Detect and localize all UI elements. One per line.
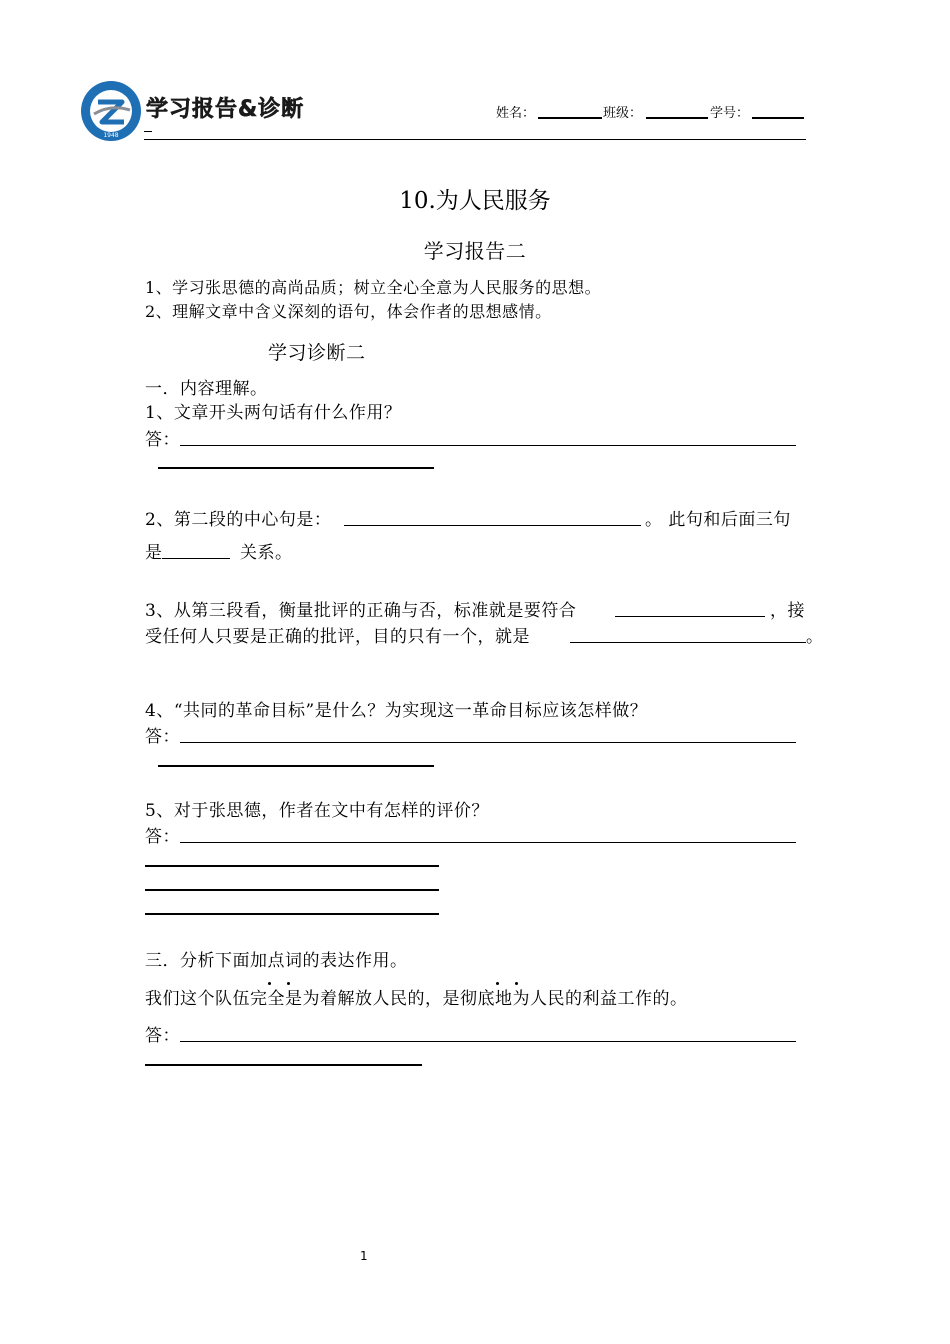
report-item: 1、学习张思德的高尚品质；树立全心全意为人民服务的思想。	[145, 278, 602, 297]
question-1: 1、文章开头两句话有什么作用？	[145, 403, 402, 423]
school-logo	[80, 80, 142, 142]
header-divider	[144, 139, 806, 140]
answer-line[interactable]	[145, 1049, 422, 1066]
question-3-continued: ，接	[770, 601, 805, 621]
answer-line[interactable]	[180, 725, 796, 743]
answer-label: 答：	[145, 430, 180, 450]
emphasis-dot	[268, 982, 271, 985]
answer-line[interactable]	[158, 452, 434, 469]
q3-blank-purpose[interactable]	[570, 625, 806, 643]
emphasis-dot	[515, 982, 518, 985]
class-field[interactable]	[646, 101, 708, 119]
q2-blank-relation[interactable]	[162, 541, 230, 559]
brand-title: 学习报告&诊断	[146, 97, 305, 122]
answer-line[interactable]	[145, 874, 439, 891]
question-2: 2、第二段的中心句是：	[145, 510, 332, 530]
student-id-field[interactable]	[752, 101, 804, 119]
question-4: 4、“共同的革命目标”是什么？为实现这一革命目标应该怎样做？	[145, 701, 648, 721]
report-item: 2、理解文章中含义深刻的语句，体会作者的思想感情。	[145, 302, 552, 321]
student-id-label: 学号：	[710, 106, 750, 121]
q2-blank-center-sentence[interactable]	[344, 508, 641, 526]
section-three-heading: 三．分析下面加点词的表达作用。	[145, 951, 408, 971]
name-field[interactable]	[538, 101, 602, 119]
answer-line[interactable]	[180, 1024, 796, 1042]
question-3: 3、从第三段看，衡量批评的正确与否，标准就是要符合	[145, 601, 577, 621]
answer-line[interactable]	[180, 825, 796, 843]
emphasis-dot	[496, 982, 499, 985]
answer-line[interactable]	[180, 428, 796, 446]
lesson-title: 10.为人民服务	[399, 188, 551, 214]
answer-label: 答：	[145, 827, 180, 847]
question-3-line2-end: 。	[806, 627, 824, 647]
page-number: 1	[360, 1249, 368, 1263]
answer-label: 答：	[145, 1026, 180, 1046]
q3-blank-standard[interactable]	[615, 599, 765, 617]
question-2-line2: 是	[145, 543, 163, 563]
question-2-continued: 。 此句和后面三句	[645, 510, 791, 530]
answer-line[interactable]	[158, 750, 434, 767]
diagnosis-heading: 学习诊断二	[268, 342, 366, 364]
report-heading: 学习报告二	[423, 239, 527, 263]
name-label: 姓名：	[496, 106, 536, 121]
answer-line[interactable]	[145, 898, 439, 915]
section-one-heading: 一．内容理解。	[145, 379, 268, 399]
emphasis-dot	[287, 982, 290, 985]
answer-line[interactable]	[145, 850, 439, 867]
header-small-mark	[144, 131, 152, 132]
analysis-sentence: 我们这个队伍完全是为着解放人民的，是彻底地为人民的利益工作的。	[145, 989, 688, 1009]
question-5: 5、对于张思德，作者在文中有怎样的评价？	[145, 801, 489, 821]
answer-label: 答：	[145, 727, 180, 747]
question-2-line2-end: 关系。	[240, 543, 293, 563]
question-3-line2: 受任何人只要是正确的批评，目的只有一个，就是	[145, 627, 530, 647]
class-label: 班级：	[603, 106, 643, 121]
svg-text:1948: 1948	[103, 132, 119, 139]
